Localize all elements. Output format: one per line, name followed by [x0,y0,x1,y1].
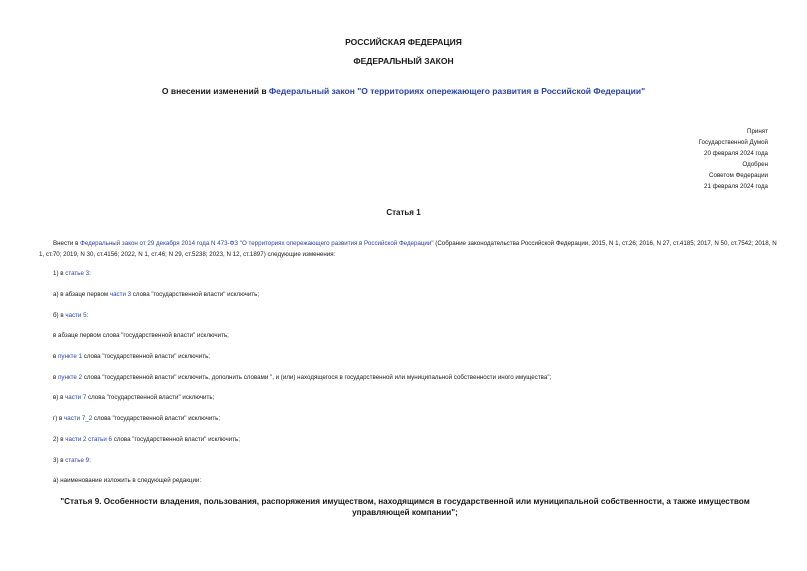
item-text: 3) в [53,457,66,464]
adoption-line: Принят [747,128,768,135]
law-title-link[interactable]: Федеральный закон "О территориях опережающего развития в Российской Федерации" [268,86,646,96]
list-item [53,268,91,279]
quoted-article-title: "Статья 9. Особенности владения, пользования, распоряжения имуществом, находящимся в государственной или муниципальной собственности, а также имуществом управляющей компании"; [60,497,750,517]
list-item [53,351,210,362]
adoption-line: 20 февраля 2024 года [704,150,768,157]
adoption-line: Советом Федерации [709,172,768,179]
list-item [53,455,91,466]
item-text: в) в [53,394,66,401]
law-title-prefix: О внесении изменений в [161,86,269,96]
item-text: в [53,374,59,381]
intro-law-link[interactable]: Федеральный закон от 29 декабря 2014 года N 473-ФЗ "О территориях опережающего развития в Российской Федерации" [80,240,434,247]
federation-heading: РОССИЙСКАЯ ФЕДЕРАЦИЯ [345,37,462,47]
item-link[interactable]: части 7 [65,394,87,401]
item-text: слова "государственной власти" исключить; [86,394,215,401]
item-text: в [53,353,59,360]
list-item [53,392,214,403]
item-link[interactable]: части 3 [109,291,132,298]
adoption-line: 21 февраля 2024 года [704,183,768,190]
item-text: слова "государственной власти" исключить; [131,291,260,298]
item-text: слова "государственной власти" исключить; [82,353,211,360]
intro-lead: Внести в [53,240,81,247]
item-link[interactable]: части 7_2 [64,415,93,422]
item-text: слова "государственной власти" исключить; [92,415,221,422]
item-link[interactable]: пункте 2 [58,374,83,381]
list-item [53,289,259,300]
item-text: 1) в [53,270,66,277]
item-text: а) наименование изложить в следующей редакции: [53,477,202,484]
item-text: : [89,270,91,277]
item-link[interactable]: статье 3 [65,270,90,277]
adoption-block [699,126,768,192]
item-text: 2) в [53,436,66,443]
item-text: г) в [53,415,65,422]
item-link[interactable]: части 5 [65,312,87,319]
item-link[interactable]: статье 9 [65,457,90,464]
item-text: б) в [53,312,66,319]
item-text: а) в абзаце первом [53,291,110,298]
list-item [53,330,229,341]
intro-rest: (Собрание законодательства Российской Федерации, 2015, N 1, ст.26; 2016, N 27, ст.4185; 2017, N 50, ст.7542; 2018, N 1, ст.70; 2019, N 30, ст.4156; 2022, N 1, ст.46; N 29, ст.5238; 2023, N 12, ст.1897) следующие изменения: [39,240,777,258]
item-text: : [86,312,89,319]
item-text: слова "государственной власти" исключить, дополнить словами ", и (или) находящегося в государственной или муниципальной собственности иного имущества"; [82,374,552,381]
list-item [53,413,220,424]
law-type-heading: ФЕДЕРАЛЬНЫЙ ЗАКОН [353,56,454,66]
intro-paragraph [39,238,779,260]
item-text: в абзаце первом слова "государственной власти" исключить; [53,332,229,339]
adoption-line: Одобрен [742,161,768,168]
law-title [0,86,807,96]
item-link[interactable]: части 2 статьи 6 [65,436,112,443]
list-item [53,434,240,445]
list-item [53,372,551,383]
item-text: слова "государственной власти" исключить; [112,436,240,443]
list-item [53,310,88,321]
item-text: : [89,457,91,464]
article-heading: Статья 1 [386,208,421,217]
adoption-line: Государственной Думой [698,139,768,146]
item-link[interactable]: пункте 1 [58,353,83,360]
list-item [53,475,201,486]
